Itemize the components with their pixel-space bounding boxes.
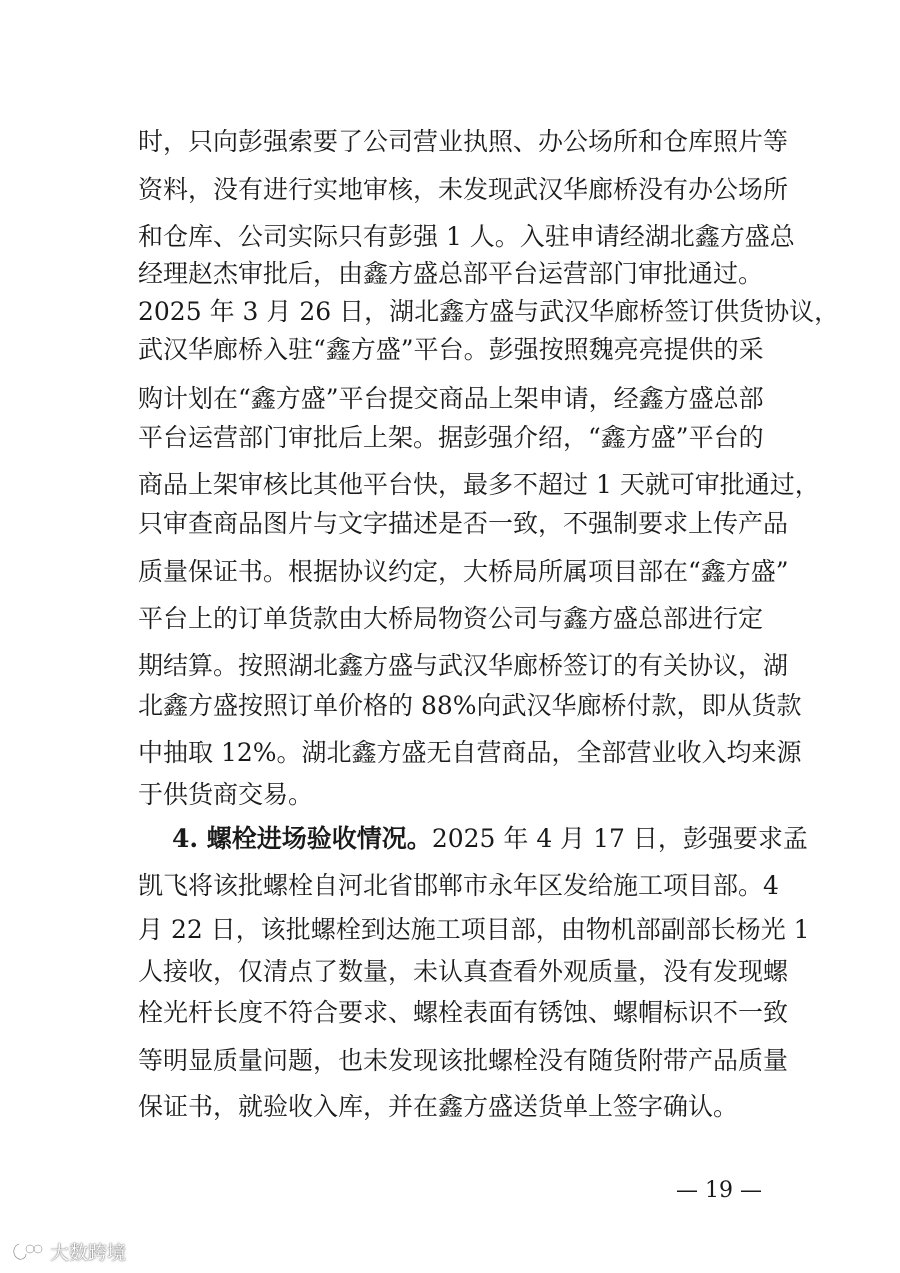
text-line: 北鑫方盛按照订单价格的 88%向武汉华廊桥付款，即从货款: [138, 691, 802, 720]
text-line: 经理赵杰审批后，由鑫方盛总部平台运营部门审批通过。: [138, 259, 764, 288]
text-line: 2025 年 3 月 26 日，湖北鑫方盛与武汉华廊桥签订供货协议，: [138, 297, 840, 326]
text-line: 购计划在“鑫方盛”平台提交商品上架申请，经鑫方盛总部: [138, 384, 764, 413]
text-line: 武汉华廊桥入驻“鑫方盛”平台。彭强按照魏亮亮提供的采: [138, 335, 764, 364]
text-line: 期结算。按照湖北鑫方盛与武汉华廊桥签订的有关协议，湖: [138, 651, 789, 680]
section-heading: 4. 螺栓进场验收情况。: [172, 824, 432, 853]
text-line: 栓光杆长度不符合要求、螺栓表面有锈蚀、螺帽标识不一致: [138, 998, 789, 1027]
text-line: 中抽取 12%。湖北鑫方盛无自营商品，全部营业收入均来源: [138, 738, 802, 767]
brand-logo-icon: [10, 1240, 44, 1262]
text-line: 月 22 日，该批螺栓到达施工项目部，由物机部副部长杨光 1: [138, 915, 810, 944]
text-line: 商品上架审核比其他平台快，最多不超过 1 天就可审批通过，: [138, 470, 820, 499]
section-heading-text: 2025 年 4 月 17 日，彭强要求孟: [431, 824, 808, 853]
text-line: 平台上的订单货款由大桥局物资公司与鑫方盛总部进行定: [138, 604, 764, 633]
watermark-text: 大数跨境: [50, 1241, 127, 1264]
text-line: 时，只向彭强索要了公司营业执照、办公场所和仓库照片等: [138, 127, 789, 156]
text-line: 只审查商品图片与文字描述是否一致，不强制要求上传产品: [138, 509, 789, 538]
watermark: [10, 1238, 126, 1264]
text-line: 等明显质量问题，也未发现该批螺栓没有随货附带产品质量: [138, 1046, 789, 1075]
text-line: 人接收，仅清点了数量，未认真查看外观质量，没有发现螺: [138, 957, 789, 986]
text-line: 保证书，就验收入库，并在鑫方盛送货单上签字确认。: [138, 1092, 739, 1121]
text-line: 和仓库、公司实际只有彭强 1 人。入驻申请经湖北鑫方盛总: [138, 222, 795, 251]
page-number: — 19 —: [676, 1178, 762, 1203]
text-line: 凯飞将该批螺栓自河北省邯郸市永年区发给施工项目部。4: [138, 871, 779, 900]
text-line: 于供货商交易。: [138, 780, 314, 809]
section-heading-line: [172, 824, 808, 854]
text-line: 质量保证书。根据协议约定，大桥局所属项目部在“鑫方盛”: [138, 557, 789, 586]
text-line: 资料，没有进行实地审核，未发现武汉华廊桥没有办公场所: [138, 175, 789, 204]
text-line: 平台运营部门审批后上架。据彭强介绍，“鑫方盛”平台的: [138, 423, 764, 452]
